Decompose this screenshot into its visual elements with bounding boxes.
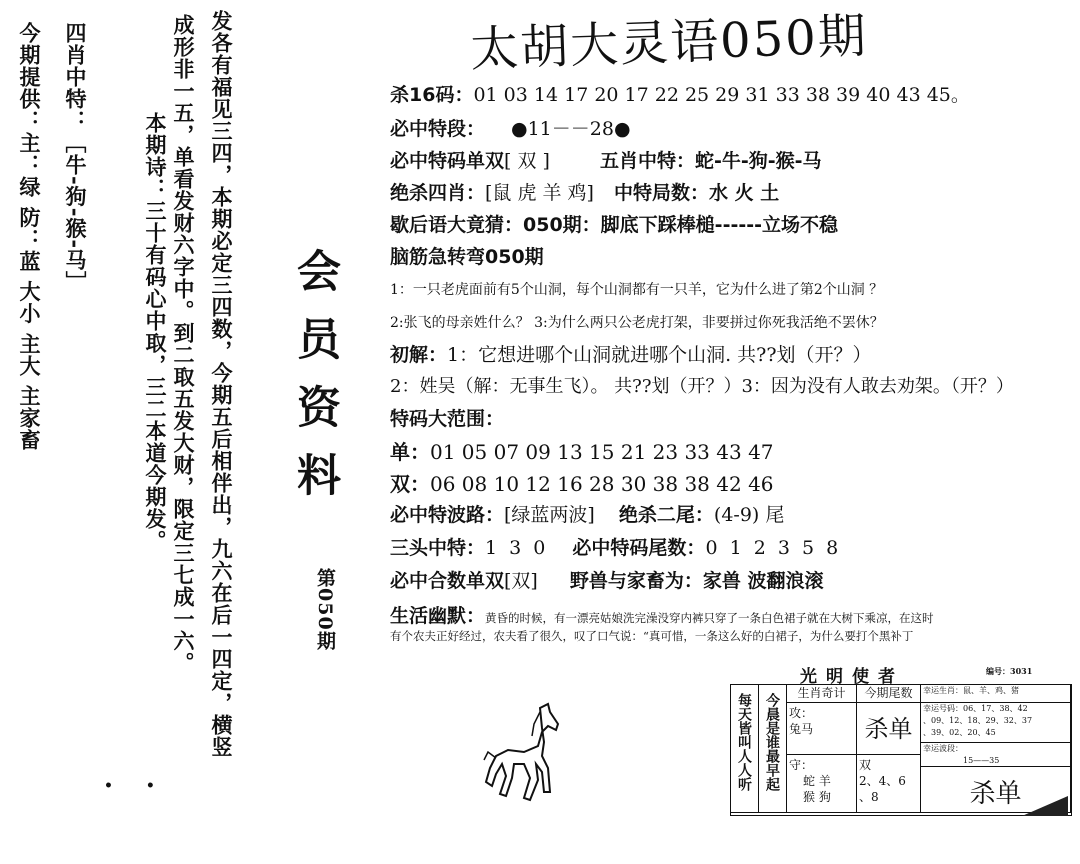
left-col-text-b: 发各有福见三四，本期必定三四数，今期五后相伴出，九六在后一四定，横竖 — [209, 10, 234, 758]
line-value: 有个农夫正好经过，农夫看了很久，叹了口气说：“真可惜，一条这么好的白裙子，为什么要打个黑补丁 — [390, 629, 914, 643]
issue-number: 第050期 — [314, 568, 336, 651]
left-col-text-a: 成形非一五，单看发财六字中。到二取五发大财，限定三七成一六。 — [171, 14, 196, 674]
lucky-numbers-2: 、09、12、18、29、32、37 — [923, 716, 1033, 725]
box-left-vertical: 每天皆叫人人听 — [736, 693, 752, 791]
defend-cell — [787, 755, 857, 813]
line-label: 单： — [390, 440, 430, 464]
brain-teaser-title — [390, 242, 544, 269]
page-title: 太胡大灵语050期 — [469, 8, 869, 78]
line-value: 1：它想进哪个山洞就进哪个山洞. 共??划（开？） — [447, 344, 872, 366]
header-zodiac: 生肖奇计 — [787, 685, 857, 703]
range-title — [390, 404, 504, 431]
left-col-poem: 本期诗：三十有码心中取，三二本道今期发。 — [143, 112, 168, 552]
defend-line-1: 蛇 羊 — [803, 774, 831, 788]
line-value: 2:张飞的母亲姓什么？ 3:为什么两只公老虎打架，非要拼过你死我活绝不罢休？ — [390, 315, 884, 331]
header-tails: 今期尾数 — [857, 685, 921, 703]
kill-single-1: 杀单 — [857, 703, 921, 755]
box-left-vertical-cell — [731, 685, 759, 813]
kill-four-line — [390, 178, 779, 205]
answer-line-2 — [390, 372, 1014, 398]
defend-label: 守： — [789, 758, 814, 772]
line-label-2: 五肖中特： — [599, 150, 695, 172]
horse-illustration — [478, 702, 564, 804]
kill-16-line — [390, 80, 970, 107]
riddle-line — [390, 210, 838, 237]
line-value: 1：一只老虎面前有5个山洞，每个山洞都有一只羊，它为什么进了第2个山洞 ？ — [390, 282, 884, 298]
line-value: [绿蓝两波] — [504, 504, 595, 526]
line-value: 2：姓吴（解：无事生飞）。 共??划（开？）3：因为没有人敢去劝架。（开？） — [390, 376, 1014, 397]
teaser-q1 — [390, 279, 883, 299]
line-label: 杀16码： — [390, 84, 474, 106]
lucky-numbers-3: 、39、02、20、45 — [923, 728, 996, 737]
line-label: 三头中特： — [390, 537, 486, 559]
line-label: 双： — [390, 472, 430, 496]
guangming-box — [730, 662, 1070, 814]
line-label: 特码大范围： — [390, 408, 505, 430]
decorative-dots: • • — [104, 778, 169, 794]
kill-single-2: 杀单 — [921, 767, 1071, 813]
header-lucky-zodiac: 幸运生肖：鼠、羊、鸡、猪 — [921, 685, 1071, 703]
attack-cell — [787, 703, 857, 755]
lucky-numbers-1: 幸运号码：06、17、38、42 — [923, 704, 1028, 713]
line-value: [双] — [504, 570, 538, 592]
line-value-2: 家兽 波翻浪滚 — [702, 570, 824, 592]
sum-odd-even-line — [390, 566, 824, 593]
line-label-2: 绝杀二尾： — [618, 504, 714, 526]
lucky-wave-label: 幸运波段： — [923, 744, 963, 753]
box-number: 编号：3031 — [986, 666, 1033, 676]
line-label-2: 野兽与家畜为： — [569, 570, 703, 592]
line-value: 黄昏的时候，有一漂亮姑娘洗完澡没穿内裤只穿了一条白色裙子就在大树下乘凉，在这时 — [485, 611, 934, 625]
answer-line-1 — [390, 340, 872, 367]
line-label-2: 中特局数： — [614, 182, 710, 204]
odd-even-line — [390, 146, 822, 173]
tails-line-1: 2、4、6 — [859, 774, 906, 788]
lucky-wave-cell — [921, 743, 1071, 767]
special-range-line — [390, 114, 631, 141]
tails-line-2: 、8 — [859, 790, 879, 804]
line-value: [鼠 虎 羊 鸡] — [485, 182, 594, 204]
box-left-vertical-cell-2 — [759, 685, 787, 813]
even-numbers-line — [390, 468, 774, 497]
line-label: 脑筋急转弯050期 — [390, 246, 544, 268]
member-heading: 会员资料 — [289, 248, 340, 520]
line-value: 01 03 14 17 20 17 22 25 29 31 33 38 39 40 43 45。 — [473, 84, 970, 106]
odd-numbers-line — [390, 436, 774, 465]
line-label-2: 必中特码尾数： — [572, 537, 706, 559]
box-left-vertical-2: 今晨是谁最早起 — [764, 693, 780, 791]
humor-line-1 — [390, 601, 934, 628]
left-col-provide: 今期提供：主：绿 防：蓝 大小 主大 主家畜 — [17, 22, 42, 452]
line-value: 050期：脚底下踩棒槌------立场不稳 — [523, 214, 838, 236]
attack-value: 兔马 — [789, 722, 814, 736]
line-value: 1 3 0 — [485, 537, 549, 559]
line-value-2: 蛇-牛-狗-猴-马 — [694, 150, 822, 172]
line-label: 生活幽默： — [390, 605, 486, 627]
even-label: 双 — [859, 758, 872, 772]
box-grid — [730, 684, 1072, 816]
attack-label: 攻： — [789, 706, 814, 720]
tails-cell — [857, 755, 921, 813]
line-label: 初解： — [390, 344, 448, 366]
line-label: 绝杀四肖： — [390, 182, 486, 204]
lucky-wave-value: 15——35 — [963, 756, 1000, 765]
line-label: 必中特码单双 — [390, 150, 505, 172]
corner-ornament — [1022, 796, 1068, 816]
line-label: 必中合数单双 — [390, 570, 505, 592]
line-value-2: (4-9) 尾 — [713, 504, 785, 526]
lucky-numbers-cell — [921, 703, 1071, 743]
line-value: 01 05 07 09 13 15 21 23 33 43 47 — [430, 440, 774, 464]
line-label: 必中特段： — [390, 118, 486, 140]
left-col-four-zodiac: 四肖中特：［牛-狗-猴-马］ — [63, 22, 88, 294]
humor-line-2 — [390, 628, 913, 644]
line-value: ●11－－28● — [511, 118, 631, 140]
line-value-2: 水 火 土 — [709, 182, 780, 204]
three-head-line — [390, 533, 841, 560]
box-title: 光明使者 — [800, 667, 904, 687]
wave-line — [390, 500, 784, 527]
defend-line-2: 猴 狗 — [803, 790, 831, 804]
line-value-2: 0 1 2 3 5 8 — [705, 537, 842, 559]
teaser-q2 — [390, 312, 884, 332]
line-label: 必中特波路： — [390, 504, 505, 526]
line-value: [ 双 ] — [504, 150, 550, 172]
line-label: 歇后语大竟猜： — [390, 214, 524, 236]
line-value: 06 08 10 12 16 28 30 38 38 42 46 — [430, 472, 774, 496]
